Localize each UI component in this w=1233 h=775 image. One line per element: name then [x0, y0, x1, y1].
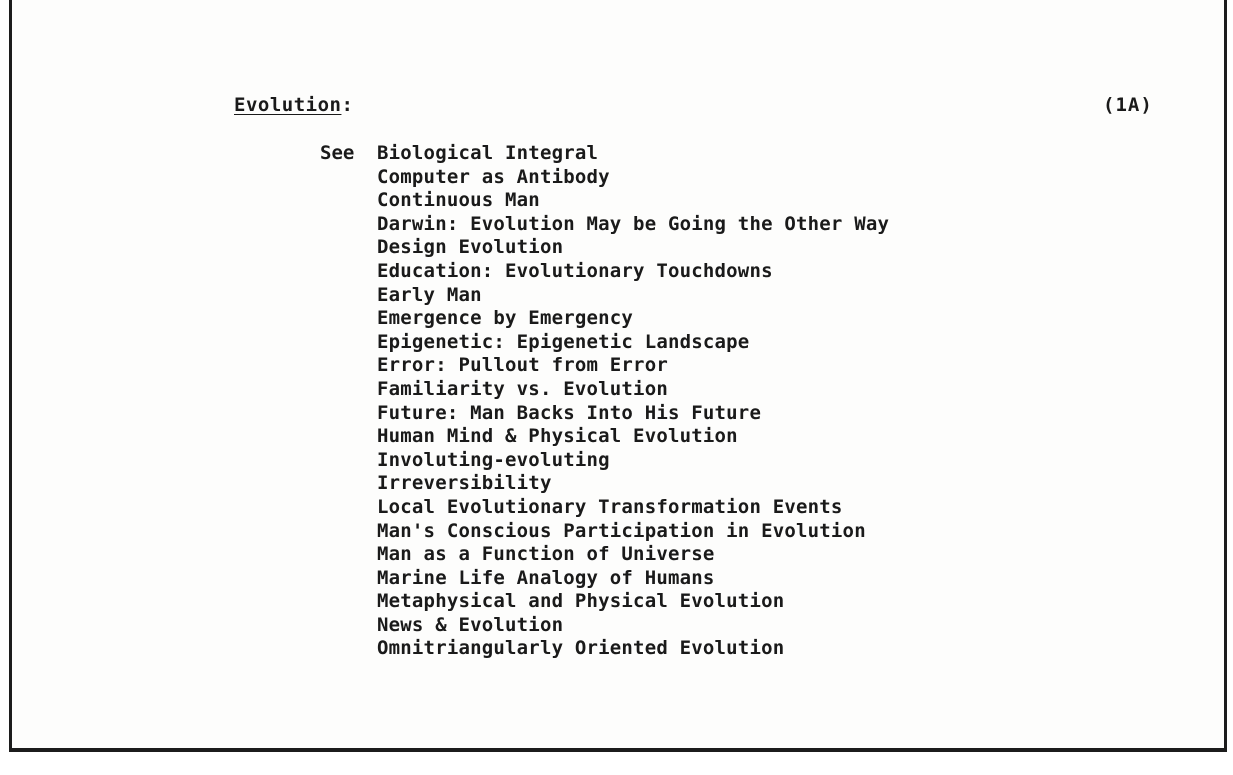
index-card	[9, 0, 1227, 752]
list-item: Darwin: Evolution May be Going the Other Way	[377, 212, 890, 235]
list-item: Future: Man Backs Into His Future	[377, 401, 762, 424]
list-item: Metaphysical and Physical Evolution	[377, 590, 785, 613]
list-item: Emergence by Emergency	[377, 307, 634, 330]
card-heading	[234, 94, 353, 116]
cross-reference-list	[377, 142, 889, 661]
list-item: Familiarity vs. Evolution	[377, 377, 668, 400]
list-item: Marine Life Analogy of Humans	[377, 566, 715, 589]
list-item: Local Evolutionary Transformation Events	[377, 495, 843, 518]
heading-colon: :	[341, 94, 354, 116]
heading-title: Evolution	[234, 94, 342, 116]
list-item: Omnitriangularly Oriented Evolution	[377, 637, 785, 660]
list-item: Biological Integral	[377, 142, 599, 164]
see-label: See	[320, 142, 355, 164]
card-id: (1A)	[1103, 94, 1153, 116]
list-item: Early Man	[377, 283, 482, 306]
list-item: Man's Conscious Participation in Evolution	[377, 519, 866, 542]
list-item: Continuous Man	[377, 189, 540, 212]
list-item: Computer as Antibody	[377, 165, 610, 188]
list-item: Design Evolution	[377, 236, 564, 259]
list-item: Epigenetic: Epigenetic Landscape	[377, 330, 750, 353]
list-item: Involuting-evoluting	[377, 448, 610, 471]
list-item: Error: Pullout from Error	[377, 354, 668, 377]
list-item: Man as a Function of Universe	[377, 543, 715, 566]
list-item: News & Evolution	[377, 613, 564, 636]
list-item: Irreversibility	[377, 472, 552, 495]
list-item: Education: Evolutionary Touchdowns	[377, 259, 773, 282]
list-item: Human Mind & Physical Evolution	[377, 425, 738, 448]
